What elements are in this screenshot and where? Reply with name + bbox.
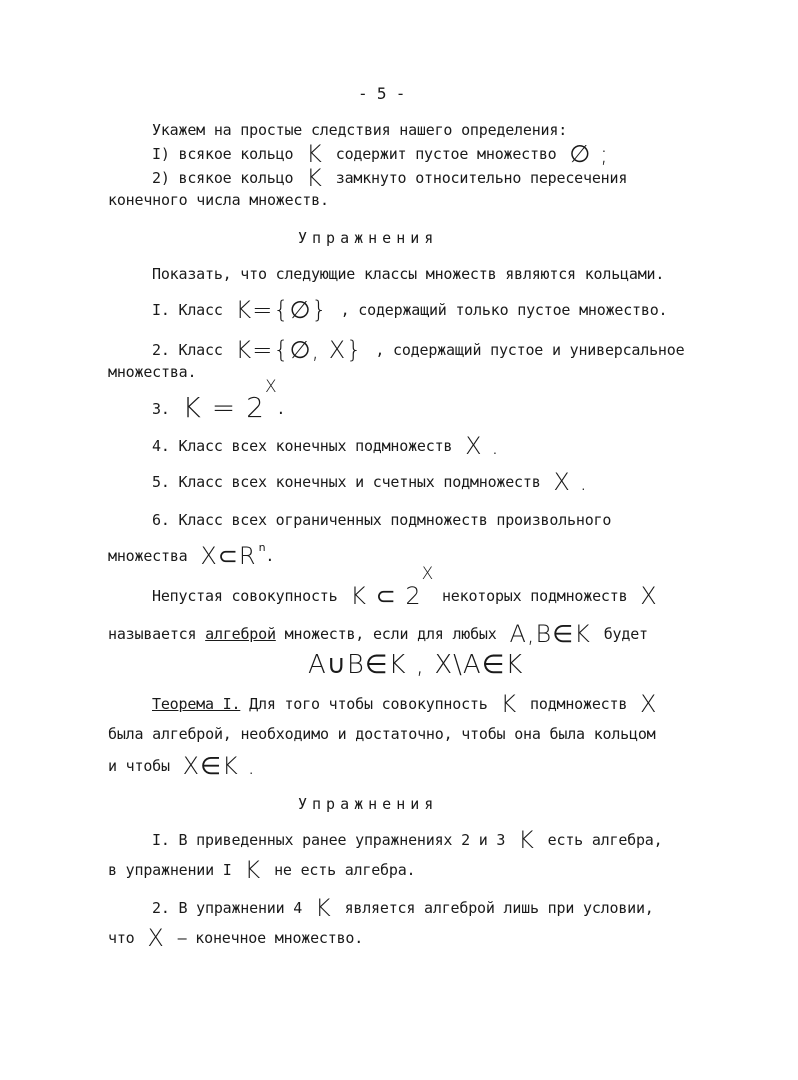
theorem-line-2: была алгеброй, необходимо и достаточно, чтобы она была кольцом (108, 725, 656, 743)
exercise-1-text-b: , содержащий только пустое множество. (340, 301, 668, 319)
definition-text-b: некоторых подмножеств (441, 587, 628, 605)
definition-exponent: X (421, 564, 434, 584)
exercise2-1-text-c: в упражнении I (108, 861, 232, 879)
exercise-5 (152, 468, 592, 496)
exercise2-1 (152, 826, 663, 854)
theorem-line-1 (152, 690, 661, 718)
exercise2-1-text-d: не есть алгебра. (274, 861, 416, 879)
exercise2-1-continuation (108, 856, 416, 884)
theorem-text-a: Для того чтобы совокупность (249, 695, 488, 713)
exercise2-2-text-d: – конечное множество. (177, 929, 364, 947)
exercise-3-number: 3. (152, 400, 170, 418)
definition-text-a: Непустая совокупность (152, 587, 338, 605)
intro-item-2-text-a: 2) всякое кольцо (152, 169, 294, 187)
definition-ab: A,B∈K (509, 620, 591, 648)
exercise-6-text-b: множества (108, 547, 188, 565)
section-heading-exercises: Упражнения (298, 229, 439, 247)
exercise-2-text-b: , содержащий пустое и универсальное (375, 341, 685, 359)
exercises-prompt: Показать, что следующие классы множеств являются кольцами. (152, 265, 665, 283)
definition-text-c: называется (108, 625, 197, 643)
intro-item-2-text-b: замкнуто относительно пересечения (335, 169, 628, 187)
exercise-5-text: 5. Класс всех конечных и счетных подмножеств (152, 473, 541, 491)
exercise-4 (152, 432, 504, 460)
page-number: - 5 - (358, 84, 406, 103)
exercise-2-formula: K={∅, X} (235, 336, 363, 364)
definition-formula: K ⊂ 2 (350, 582, 422, 610)
exercise-2-text-a: 2. Класс (152, 341, 223, 359)
empty-set-symbol: ∅ ; (569, 140, 609, 168)
definition-line-2 (108, 620, 648, 648)
algebra-conditions-formula: A∪B∈K , X\A∈K (308, 650, 524, 680)
set-x-symbol: X (147, 924, 165, 952)
intro-item-1-text-a: I) всякое кольцо (152, 145, 294, 163)
exercise-6-end: . (265, 547, 275, 565)
section-heading-exercises-2: Упражнения (298, 795, 439, 813)
exercise2-1-text-b: есть алгебра, (547, 831, 663, 849)
set-x-symbol: X (640, 582, 658, 610)
exercise2-2-text-b: является алгеброй лишь при условии, (344, 899, 654, 917)
theorem-label: Теорема I. (152, 695, 241, 713)
theorem-formula: X∈K . (182, 752, 257, 780)
ring-symbol: K (500, 690, 518, 718)
exercise-6-exponent: n (258, 541, 266, 554)
intro-line: Укажем на простые следствия нашего определения: (152, 121, 568, 139)
set-x-symbol: X (640, 690, 658, 718)
definition-term: алгеброй (205, 625, 276, 643)
exercise-3-formula: K = 2 (182, 391, 265, 424)
exercise-4-text: 4. Класс всех конечных подмножеств (152, 437, 453, 455)
exercise-3 (152, 377, 286, 424)
definition-text-e: будет (603, 625, 648, 643)
ring-symbol: K (306, 164, 323, 192)
definition-text-d: множеств, если для любых (284, 625, 497, 643)
intro-item-2 (152, 164, 628, 192)
exercise2-2 (152, 894, 654, 922)
ring-symbol: K (306, 140, 323, 168)
exercise-1-text-a: I. Класс (152, 301, 223, 319)
set-x-symbol: X . (553, 468, 589, 496)
exercise-2 (152, 336, 685, 364)
exercise-3-end: . (276, 400, 286, 418)
intro-item-2-continuation: конечного числа множеств. (108, 191, 329, 209)
exercise-6-formula: X⊂R (200, 542, 257, 570)
ring-symbol: K (314, 894, 332, 922)
exercise2-2-text-a: 2. В упражнении 4 (152, 899, 303, 917)
theorem-text-d: и чтобы (108, 757, 170, 775)
exercise-6: 6. Класс всех ограниченных подмножеств произвольного (152, 511, 612, 529)
exercise-1 (152, 296, 668, 324)
exercise2-2-continuation (108, 924, 364, 952)
exercise2-2-text-c: что (108, 929, 135, 947)
exercise-1-formula: K={∅} (235, 296, 328, 324)
exercise-3-exponent: X (264, 377, 277, 397)
exercise-6-continuation (108, 541, 275, 570)
intro-item-1 (152, 140, 613, 168)
ring-symbol: K (244, 856, 262, 884)
exercise2-1-text-a: I. В приведенных ранее упражнениях 2 и 3 (152, 831, 506, 849)
intro-item-1-text-b: содержит пустое множество (335, 145, 557, 163)
ring-symbol: K (518, 826, 535, 854)
theorem-line-3 (108, 752, 260, 780)
set-x-symbol: X . (465, 432, 500, 460)
exercise-2-continuation: множества. (108, 363, 197, 381)
theorem-text-b: подмножеств (530, 695, 628, 713)
definition-line-1 (152, 564, 662, 610)
